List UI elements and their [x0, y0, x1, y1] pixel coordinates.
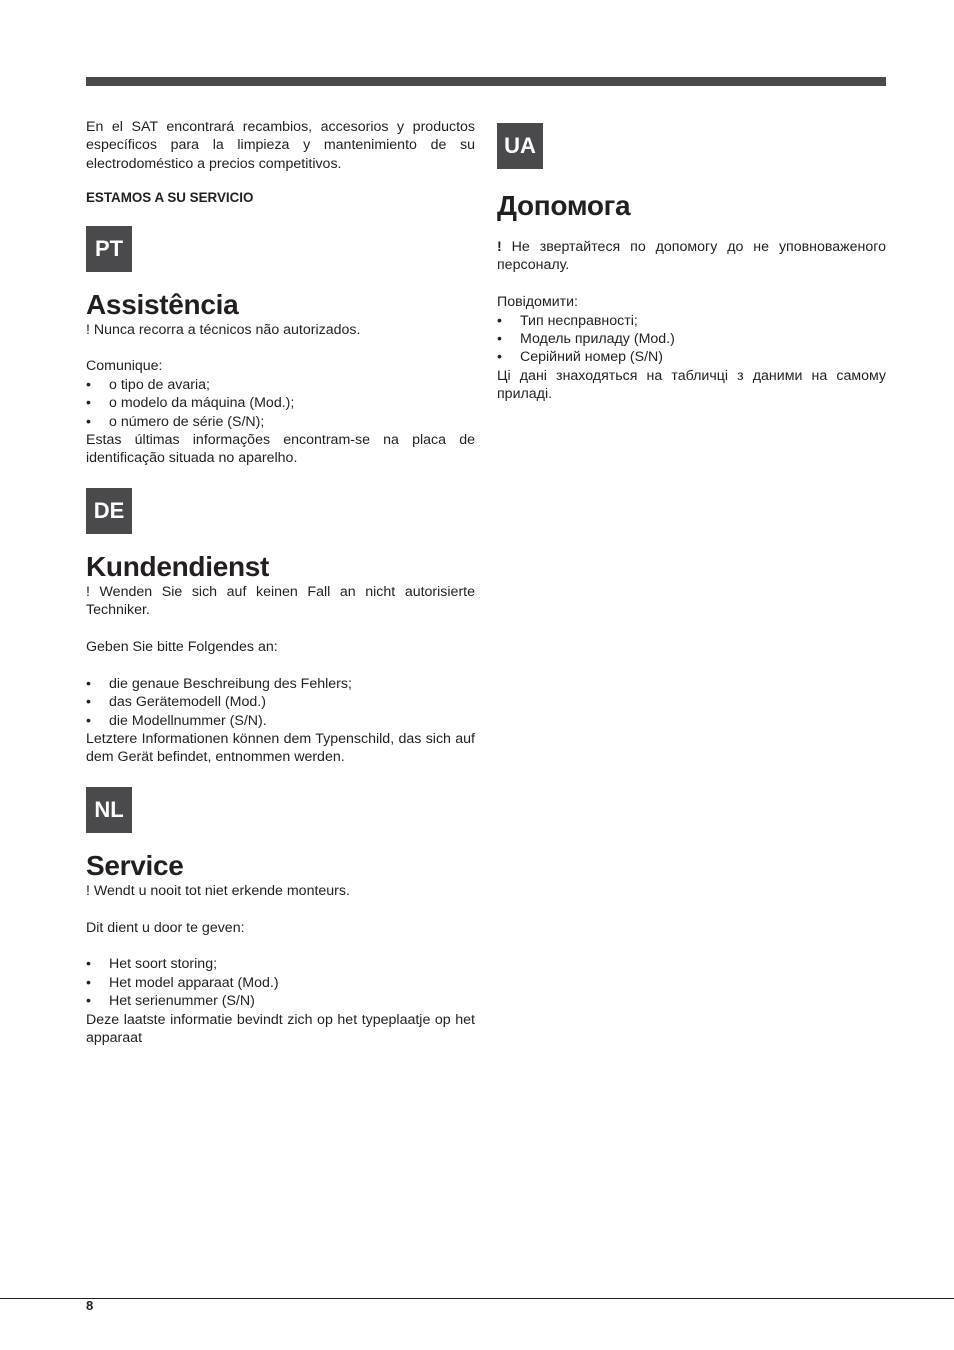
de-warning: ! Wenden Sie sich auf keinen Fall an nicht autorisierte Techniker. — [86, 583, 475, 619]
es-intro-text: En el SAT encontrará recambios, accesorios y productos específicos para la limpieza y mantenimiento de su electrodoméstico a precios competitivos. — [86, 119, 475, 172]
ua-lead: Повідомити: — [497, 294, 578, 311]
list-item: • Тип несправності; — [497, 312, 886, 330]
list-item: • Het serienummer (S/N) — [86, 992, 475, 1010]
ua-warning-paragraph — [497, 238, 886, 275]
list-item: • die Modellnummer (S/N). — [86, 712, 475, 730]
nl-language-badge: NL — [86, 787, 132, 833]
pt-warning: ! Nunca recorra a técnicos não autorizados. — [86, 321, 361, 338]
list-item: • Серійний номер (S/N) — [497, 348, 886, 366]
list-item: • o modelo da máquina (Mod.); — [86, 394, 475, 412]
left-column — [86, 118, 475, 1048]
ua-section-title: Допомога — [497, 190, 631, 221]
bottom-rule — [0, 1298, 954, 1299]
es-service-heading: ESTAMOS A SU SERVICIO — [86, 190, 254, 206]
de-info-list — [86, 675, 475, 730]
ua-language-badge: UA — [497, 123, 543, 169]
page-number: 8 — [86, 1298, 94, 1313]
list-item: • Модель приладу (Mod.) — [497, 330, 886, 348]
ua-note: Ці дані знаходяться на табличці з даними на самому приладі. — [497, 367, 886, 403]
nl-info-list — [86, 955, 475, 1010]
right-column — [497, 118, 886, 404]
de-note: Letztere Informationen können dem Typenschild, das sich auf dem Gerät befindet, entnommen werden. — [86, 731, 475, 766]
list-item: • Het model apparaat (Mod.) — [86, 974, 475, 992]
pt-lead: Comunique: — [86, 358, 163, 375]
ua-info-list — [497, 312, 886, 367]
pt-language-badge: PT — [86, 226, 132, 272]
list-item: • Het soort storing; — [86, 955, 475, 973]
list-item: • das Gerätemodell (Mod.) — [86, 693, 475, 711]
nl-section-title: Service — [86, 849, 184, 881]
nl-note: Deze laatste informatie bevindt zich op het typeplaatje op het apparaat — [86, 1011, 475, 1047]
list-item: • o número de série (S/N); — [86, 413, 475, 431]
list-item: • o tipo de avaria; — [86, 376, 475, 394]
nl-lead: Dit dient u door te geven: — [86, 919, 245, 936]
pt-info-list — [86, 376, 475, 431]
top-rule — [86, 77, 886, 86]
de-lead: Geben Sie bitte Folgendes an: — [86, 639, 278, 656]
ua-warning: Не звертайтеся по допомогу до не уповноваженого персоналу. — [497, 239, 886, 274]
pt-note: Estas últimas informações encontram-se na placa de identificação situada no aparelho. — [86, 432, 475, 467]
pt-section-title: Assistência — [86, 288, 239, 320]
de-language-badge: DE — [86, 488, 132, 534]
de-section-title: Kundendienst — [86, 550, 270, 582]
nl-warning: ! Wendt u nooit tot niet erkende monteurs. — [86, 882, 350, 899]
warning-mark: ! — [497, 239, 502, 255]
list-item: • die genaue Beschreibung des Fehlers; — [86, 675, 475, 693]
